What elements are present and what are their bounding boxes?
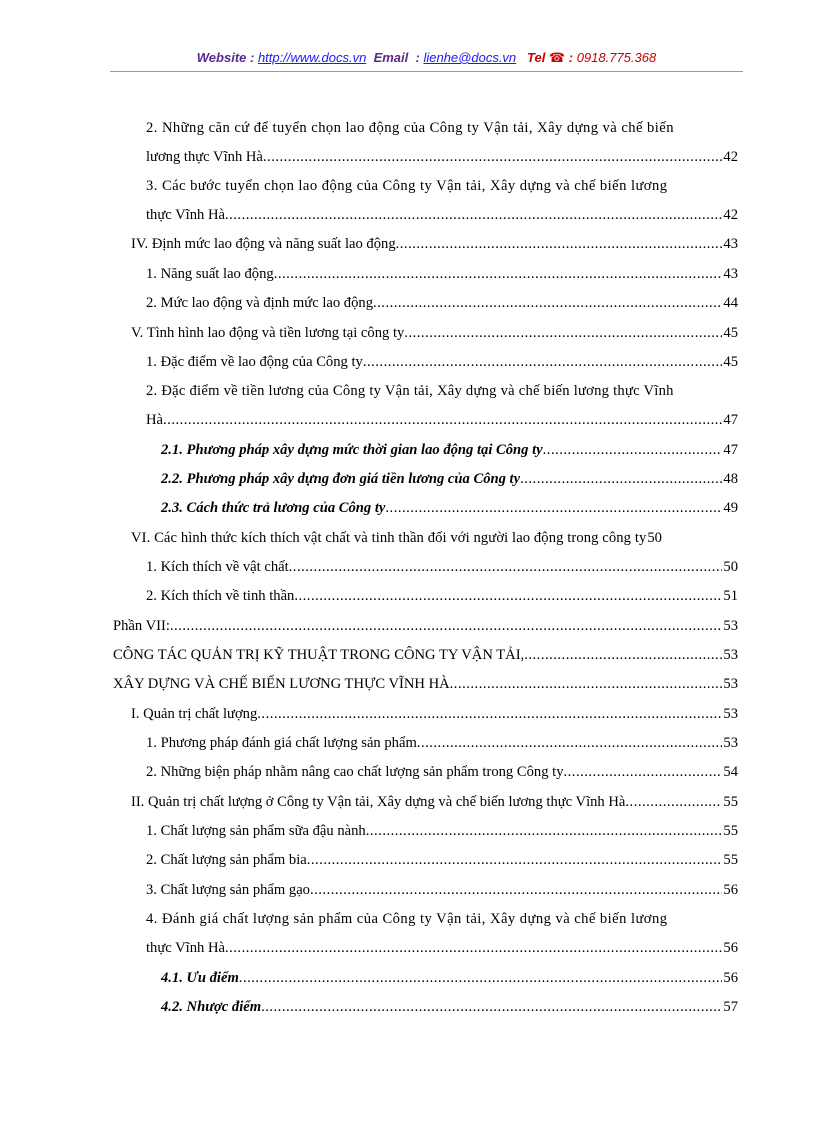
- toc-entry-text: 4.2. Nhược điểm: [161, 999, 262, 1015]
- toc-entry[interactable]: [146, 352, 738, 372]
- toc-dot-leader: [170, 616, 723, 636]
- toc-entry-text: 2.1. Phương pháp xây dựng mức thời gian lao động tại Công ty: [161, 442, 543, 458]
- toc-page-number: 53: [723, 676, 738, 692]
- email-link[interactable]: lienhe@docs.vn: [423, 50, 517, 65]
- toc-page-number: 50: [723, 559, 738, 575]
- toc-entry-text[interactable]: 4. Đánh giá chất lượng sản phẩm của Công ty Vận tải, Xây dựng và chế biến lương: [146, 911, 668, 927]
- toc-dot-leader: [307, 850, 723, 870]
- toc-page-number: 56: [723, 882, 738, 898]
- toc-page-number: 45: [723, 354, 738, 370]
- toc-dot-leader: [520, 469, 722, 489]
- toc-entry-text: 1. Phương pháp đánh giá chất lượng sản phẩm: [146, 735, 417, 751]
- toc-entry[interactable]: [113, 616, 738, 636]
- toc-dot-leader: [225, 938, 722, 958]
- toc-page-number: 56: [723, 940, 738, 956]
- toc-dot-leader: [396, 234, 723, 254]
- toc-entry-text: I. Quản trị chất lượng: [131, 706, 258, 722]
- toc-entry[interactable]: [146, 762, 738, 782]
- toc-page-number: 51: [723, 588, 738, 604]
- toc-page-number: 53: [723, 706, 738, 722]
- toc-entry[interactable]: [146, 293, 738, 313]
- toc-entry[interactable]: [161, 968, 738, 988]
- toc-entry-text: 2. Chất lượng sản phẩm bia: [146, 852, 307, 868]
- toc-dot-leader: [404, 323, 722, 343]
- toc-entry[interactable]: [146, 147, 738, 167]
- toc-entry-text: IV. Định mức lao động và năng suất lao động: [131, 236, 396, 252]
- toc-page-number: 43: [723, 266, 738, 282]
- toc-entry[interactable]: [161, 997, 738, 1017]
- toc-entry-text: 1. Đặc điểm về lao động của Công ty: [146, 354, 363, 370]
- toc-page-number: 42: [723, 149, 738, 165]
- toc-page-number: 47: [723, 442, 738, 458]
- toc-dot-leader: [263, 147, 723, 167]
- toc-dot-leader: [417, 733, 723, 753]
- toc-entry[interactable]: [161, 469, 738, 489]
- toc-entry-text: II. Quản trị chất lượng ở Công ty Vận tải, Xây dựng và chế biến lương thực Vĩnh Hà: [131, 794, 626, 810]
- toc-page-number: 56: [723, 970, 738, 986]
- toc-page-number: 55: [723, 794, 738, 810]
- toc-page-number: 57: [723, 999, 738, 1015]
- toc-entry-text: 2.3. Cách thức trả lương của Công ty: [161, 500, 386, 516]
- toc-dot-leader: [524, 645, 722, 665]
- toc-page-number: 45: [723, 325, 738, 341]
- toc-entry-text: CÔNG TÁC QUẢN TRỊ KỸ THUẬT TRONG CÔNG TY VẬN TẢI,: [113, 647, 525, 663]
- toc-dot-leader: [543, 440, 723, 460]
- toc-page-number: 53: [723, 618, 738, 634]
- toc-page-number: 47: [723, 412, 738, 428]
- toc-dot-leader: [289, 557, 723, 577]
- toc-entry[interactable]: [146, 557, 738, 577]
- toc-entry-text: thực Vĩnh Hà: [146, 207, 225, 223]
- toc-entry-text: 1. Chất lượng sản phẩm sữa đậu nành: [146, 823, 366, 839]
- toc-page-number: 50: [647, 530, 662, 546]
- toc-dot-leader: [363, 352, 723, 372]
- toc-entry[interactable]: [131, 704, 738, 724]
- toc-entry-text[interactable]: 2. Những căn cứ để tuyển chọn lao động của Công ty Vận tải, Xây dựng và chế biến: [146, 120, 674, 136]
- toc-entry-text[interactable]: 2. Đặc điểm về tiền lương của Công ty Vận tải, Xây dựng và chế biến lương thực Vĩnh: [146, 383, 674, 399]
- toc-entry[interactable]: [146, 410, 738, 430]
- toc-entry[interactable]: [131, 323, 738, 343]
- toc-page-number: 54: [723, 764, 738, 780]
- toc-entry[interactable]: [131, 528, 738, 548]
- toc-entry-text: Phần VII:: [113, 618, 170, 634]
- toc-entry-text: 1. Kích thích về vật chất: [146, 559, 289, 575]
- toc-entry-text: 2. Mức lao động và định mức lao động: [146, 295, 373, 311]
- toc-entry[interactable]: [146, 850, 738, 870]
- toc-entry[interactable]: [146, 821, 738, 841]
- toc-entry[interactable]: [113, 645, 738, 665]
- toc-dot-leader: [310, 880, 722, 900]
- toc-page-number: 55: [723, 823, 738, 839]
- toc-dot-leader: [564, 762, 723, 782]
- toc-entry[interactable]: [131, 234, 738, 254]
- toc-page-number: 53: [723, 735, 738, 751]
- toc-dot-leader: [373, 293, 722, 313]
- toc-entry-text[interactable]: 3. Các bước tuyển chọn lao động của Công ty Vận tải, Xây dựng và chế biến lương: [146, 178, 668, 194]
- email-label: Email: [373, 50, 409, 65]
- toc-dot-leader: [239, 968, 723, 988]
- website-link[interactable]: http://www.docs.vn: [257, 50, 367, 65]
- toc-dot-leader: [294, 586, 722, 606]
- toc-entry-text: 1. Năng suất lao động: [146, 266, 274, 282]
- toc-entry[interactable]: [146, 264, 738, 284]
- toc-entry[interactable]: [146, 586, 738, 606]
- toc-entry[interactable]: [146, 205, 738, 225]
- toc-page-number: 42: [723, 207, 738, 223]
- email-separator: :: [415, 50, 420, 65]
- toc-entry-text: 2. Kích thích về tinh thần: [146, 588, 295, 604]
- toc-dot-leader: [385, 498, 722, 518]
- toc-dot-leader: [225, 205, 722, 225]
- toc-page-number: 53: [723, 647, 738, 663]
- toc-entry[interactable]: [161, 498, 738, 518]
- toc-dot-leader: [366, 821, 723, 841]
- toc-entry-text: thực Vĩnh Hà: [146, 940, 225, 956]
- toc-dot-leader: [257, 704, 722, 724]
- toc-entry-text: 3. Chất lượng sản phẩm gạo: [146, 882, 310, 898]
- toc-entry-text: Hà: [146, 412, 164, 428]
- tel-label: Tel ☎ :: [527, 50, 574, 65]
- toc-dot-leader: [261, 997, 722, 1017]
- toc-entry-text: V. Tình hình lao động và tiền lương tại công ty: [131, 325, 405, 341]
- toc-dot-leader: [625, 792, 722, 812]
- toc-entry[interactable]: [146, 938, 738, 958]
- toc-dot-leader: [163, 410, 722, 430]
- toc-entry[interactable]: [146, 733, 738, 753]
- toc-page-number: 49: [723, 500, 738, 516]
- toc-entry[interactable]: [146, 880, 738, 900]
- toc-entry-text: 2.2. Phương pháp xây dựng đơn giá tiền lương của Công ty: [161, 471, 521, 487]
- toc-page-number: 43: [723, 236, 738, 252]
- tel-number: 0918.775.368: [576, 50, 657, 65]
- toc-entry[interactable]: [161, 440, 738, 460]
- toc-entry-text: lương thực Vĩnh Hà: [146, 149, 263, 165]
- toc-entry[interactable]: [113, 674, 738, 694]
- toc-entry[interactable]: [131, 792, 738, 812]
- toc-dot-leader: [450, 674, 723, 694]
- website-label: Website :: [196, 50, 255, 65]
- toc-entry-text: VI. Các hình thức kích thích vật chất và tinh thần đối với người lao động trong công ty: [131, 530, 647, 546]
- toc-page-number: 48: [723, 471, 738, 487]
- toc-entry-text: 2. Những biện pháp nhằm nâng cao chất lượng sản phẩm trong Công ty: [146, 764, 564, 780]
- toc-entry-text: XÂY DỰNG VÀ CHẾ BIẾN LƯƠNG THỰC VĨNH HÀ: [113, 676, 450, 692]
- toc-entry-text: 4.1. Ưu điểm: [161, 970, 239, 986]
- toc-page-number: 44: [723, 295, 738, 311]
- toc-page-number: 55: [723, 852, 738, 868]
- toc-dot-leader: [274, 264, 723, 284]
